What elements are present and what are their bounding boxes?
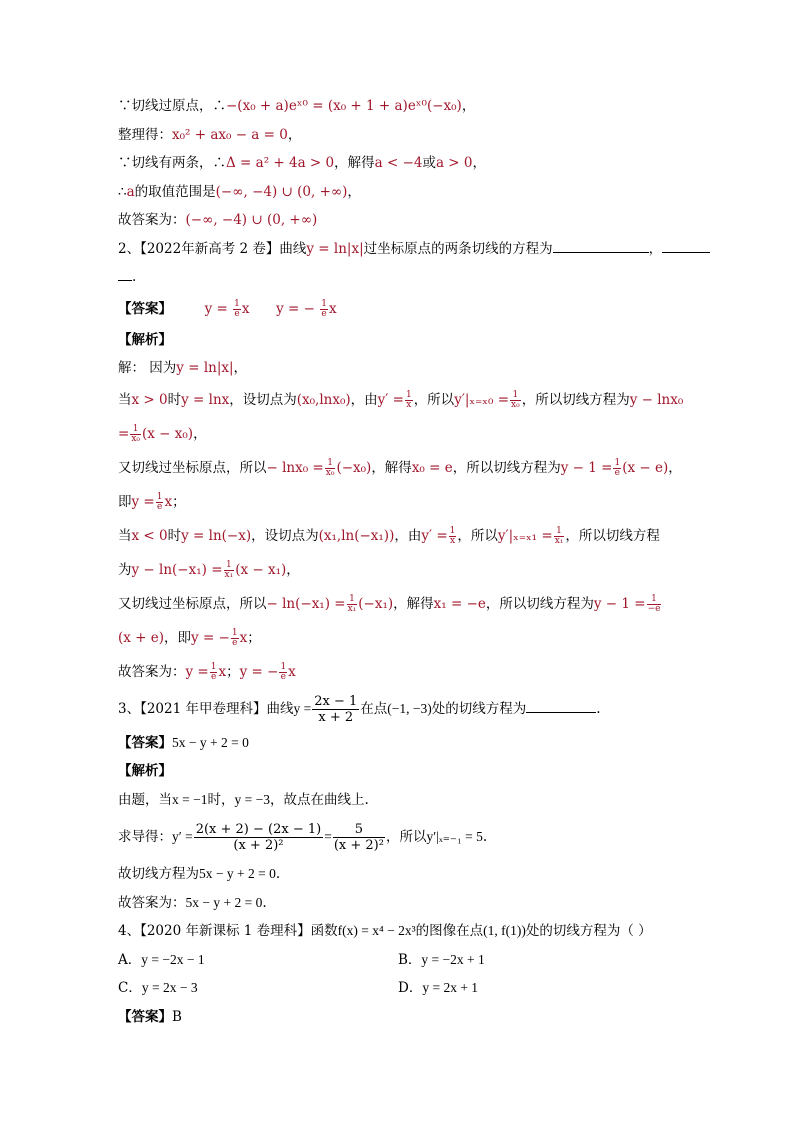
text: 即: [118, 493, 132, 510]
option-text: y = −2x − 1: [141, 951, 205, 967]
math-var: x: [328, 300, 337, 317]
math-function: y = ln|x|: [306, 240, 364, 257]
text: .: [262, 894, 267, 911]
answer-label: 【答案】: [118, 734, 172, 751]
analysis-label: 【解析】: [118, 331, 172, 348]
fraction: $\frac{1}{e}$: [156, 491, 163, 512]
option-label: A．: [118, 951, 142, 968]
fraction: $\frac{1}{\text{x₁}}$: [224, 559, 234, 580]
text: ；: [226, 663, 240, 680]
fraction: $\frac{1}{e}$: [280, 661, 287, 682]
math-var: x: [239, 629, 248, 646]
q3-jiexi: [118, 757, 678, 786]
text: ；: [172, 493, 186, 510]
q2-jiexi: [118, 326, 678, 355]
math-equation: x₀² + ax₀ − a = 0: [172, 126, 288, 143]
math-equals: =: [324, 829, 332, 844]
math-inequality: x < 0: [131, 527, 168, 544]
math-equation: 5x − y + 2 = 0: [185, 894, 263, 910]
math-equation: x₀ = e: [411, 459, 453, 476]
fraction: $\frac{2(x + 2) - (2x - 1)}{\text{(x + 2)²}}$: [195, 822, 322, 853]
text: 时，: [207, 791, 235, 808]
q1-answer-line: [118, 206, 678, 235]
text: ，: [668, 459, 682, 476]
text: .: [275, 866, 281, 882]
text: 求导得：: [118, 829, 172, 845]
math-point: (x₁,ln(−x₁)): [318, 527, 395, 544]
text: ，解得: [393, 595, 434, 612]
fraction: $\frac{1}{x}$: [405, 389, 412, 410]
q4-answer: [118, 1003, 678, 1032]
answer-value: 5x − y + 2 = 0: [172, 734, 249, 750]
math-equation: y =: [204, 300, 228, 317]
text: ，: [461, 98, 476, 114]
text: ，: [286, 561, 300, 578]
fraction: $\frac{1}{e}$: [234, 298, 240, 319]
math-equation: y =: [293, 700, 312, 716]
text: ∴: [118, 183, 127, 200]
math-interval: (−∞, −4) ∪ (0, +∞): [215, 183, 348, 200]
text: ，所以切线方程为: [485, 595, 594, 612]
option-text: y = 2x − 3: [141, 980, 198, 995]
text: ，所以: [385, 829, 427, 845]
text: ，: [233, 360, 248, 376]
math-equation: y = −3: [234, 791, 270, 807]
math-derivative: y′ =: [421, 527, 448, 544]
text: 当: [118, 527, 132, 544]
text: 过坐标原点的两条切线的方程为: [363, 240, 553, 257]
q1-line-2: [118, 121, 678, 150]
text: 解： 因为: [118, 360, 177, 376]
text: 故切线方程为: [118, 866, 199, 882]
fraction: $\frac{1}{\text{x₁}}$: [554, 525, 564, 546]
math-equation: y − 1 =: [560, 459, 613, 476]
fraction: $\frac{1}{e}$: [614, 457, 621, 478]
text: ∵切线过原点，∴: [118, 98, 226, 114]
math-expression: (x − x₀): [142, 425, 194, 442]
math-var: x: [164, 493, 173, 510]
math-derivative: y′|ₓ₌ₓ₁ =: [497, 527, 553, 544]
q2-step-8: [118, 587, 678, 621]
math-expression: − lnx₀ =: [266, 459, 324, 476]
answer-label: 【答案】: [118, 300, 172, 317]
math-function: f(x) = x⁴ − 2x³: [337, 923, 416, 938]
answer-value: B: [172, 1008, 182, 1025]
text: 整理得：: [118, 126, 172, 143]
q3-title: [118, 689, 678, 729]
q3-step-2: [118, 814, 678, 860]
math-equation: y − ln(−x₁) =: [131, 561, 223, 578]
text: ，所以: [457, 527, 498, 544]
text: 又切线过坐标原点，所以: [118, 459, 267, 476]
q2-title-wrap: [118, 263, 678, 292]
math-point: (1, f(1)): [483, 923, 526, 938]
text: ，由: [394, 527, 422, 544]
math-inequality: a > 0: [435, 155, 473, 171]
text: 为: [118, 561, 132, 578]
option-c[interactable]: [118, 974, 398, 1003]
text: ，: [193, 425, 207, 442]
math-var: a: [126, 183, 135, 200]
text: .: [596, 700, 601, 717]
q4-options-row-1: [118, 946, 678, 975]
question-title: 3、【2021 年甲卷理科】曲线: [118, 700, 294, 717]
text: ，: [347, 183, 361, 200]
fraction: $\frac{1}{x}$: [449, 525, 456, 546]
option-text: y = −2x + 1: [421, 951, 485, 967]
text: 由题，当: [118, 791, 172, 808]
q2-step-2: [118, 383, 684, 417]
text: 故答案为：: [118, 894, 186, 911]
math-var: x: [241, 300, 250, 317]
option-a[interactable]: [118, 946, 398, 975]
q3-step-1: [118, 786, 678, 815]
text: 故答案为：: [118, 212, 186, 228]
option-label: D．: [398, 980, 423, 996]
q4-title: [118, 917, 678, 946]
text: ，所以: [413, 391, 455, 408]
text: ，: [287, 126, 302, 143]
text: .: [132, 269, 137, 285]
text: ，由: [350, 391, 378, 408]
text: 时: [167, 527, 182, 544]
math-expression: (−x₁): [358, 595, 394, 612]
text: ，解得: [371, 459, 412, 476]
text: ，: [648, 240, 663, 257]
text: 故答案为：: [118, 663, 186, 680]
fraction: $\frac{1}{\text{x₀}}$: [131, 423, 140, 444]
math-expression: (−x₀): [336, 459, 372, 476]
fraction: $\frac{1}{e}$: [231, 627, 238, 648]
text: ，所以切线方程: [565, 527, 660, 544]
text: ，所以切线方程为: [521, 391, 630, 408]
math-point: (−1, −3): [387, 700, 432, 716]
text: 的取值范围是: [134, 183, 216, 200]
math-equation: y = −: [276, 300, 315, 317]
text: 或: [422, 155, 436, 171]
fraction: $\frac{5}{\text{(x + 2)²}}$: [333, 822, 384, 853]
fraction: $\frac{1}{\text{x₀}}$: [511, 389, 520, 410]
answer-label: 【答案】: [118, 1008, 172, 1025]
fraction: $\frac{1}{-e}$: [647, 593, 661, 614]
q1-line-1: [118, 92, 678, 121]
math-equation: 5x − y + 2 = 0: [199, 866, 276, 881]
q1-line-4: [118, 178, 678, 207]
math-derivative: y′ =: [172, 829, 193, 844]
q3-final-answer: [118, 889, 678, 918]
math-derivative: y′ =: [377, 391, 404, 408]
answer-blank: [553, 238, 649, 253]
math-equation: y =: [185, 663, 209, 680]
text: 在点: [360, 700, 388, 717]
answer-blank: [662, 238, 710, 253]
q2-step-4: [118, 451, 682, 485]
math-interval: (−∞, −4) ∪ (0, +∞): [185, 212, 318, 228]
math-equation: Δ = a² + 4a > 0: [226, 155, 335, 171]
q2-step-7: [118, 553, 678, 587]
q2-step-6: [118, 519, 678, 553]
math-var: x: [288, 663, 296, 680]
math-inequality: x > 0: [131, 391, 168, 408]
text: 的图像在点: [415, 923, 484, 939]
text: ∵切线有两条，∴: [118, 155, 226, 171]
math-function: y = lnx: [181, 391, 230, 408]
fraction: $\frac{1}{\text{x₀}}$: [325, 457, 335, 478]
text: 当: [118, 391, 132, 408]
text: 处的切线方程为（ ）: [525, 923, 652, 939]
math-equation: x = −1: [172, 791, 208, 807]
text: 处的切线方程为: [431, 700, 527, 717]
option-d[interactable]: [398, 974, 678, 1003]
text: ，: [472, 155, 487, 171]
answer-blank: [118, 266, 132, 281]
math-var: x: [218, 663, 227, 680]
fraction: $\frac{2x - 1}{x + 2}$: [314, 693, 358, 725]
analysis-label: 【解析】: [118, 763, 172, 779]
fraction: $\frac{1}{e}$: [210, 661, 217, 682]
option-label: C．: [118, 980, 142, 996]
text: ，所以切线方程为: [452, 459, 561, 476]
math-equation: x₁ = −e: [433, 595, 486, 612]
math-point: (x₀,lnx₀): [296, 391, 351, 408]
math-expression: (x − e): [622, 459, 669, 476]
fraction: $\frac{1}{e}$: [321, 298, 327, 319]
q2-step-9: [118, 621, 678, 655]
q2-step-3: [118, 417, 678, 451]
option-label: B．: [398, 951, 422, 968]
math-expression: − ln(−x₁) =: [266, 595, 346, 612]
math-equation: y =: [131, 493, 155, 510]
text: 时: [167, 391, 182, 408]
q2-step-1: [118, 354, 678, 383]
math-equation: −(x₀ + a)eˣ⁰ = (x₀ + 1 + a)eˣ⁰(−x₀): [226, 98, 462, 114]
fraction: $\frac{1}{\text{x₁}}$: [347, 593, 357, 614]
math-derivative: y′|ₓ₌₋₁ = 5: [426, 829, 483, 844]
question-title: 4、【2020 年新课标 1 卷理科】函数: [118, 923, 338, 939]
math-equation: y = −: [239, 663, 279, 680]
text: ，设切点为: [229, 391, 297, 408]
math-equation: y = −: [191, 629, 230, 646]
answer-blank: [526, 698, 596, 713]
question-title: 2、【2022年新高考 2 卷】曲线: [118, 240, 307, 257]
math-expression: (x + e): [118, 629, 165, 646]
text: ；: [247, 629, 261, 646]
q4-options-row-2: [118, 974, 678, 1003]
q1-line-3: [118, 149, 678, 178]
math-equals: =: [118, 425, 130, 442]
math-function: y = ln(−x): [181, 527, 252, 544]
math-inequality: a < −4: [374, 155, 423, 171]
math-derivative: y′|ₓ₌ₓ₀ =: [454, 391, 510, 408]
math-function: y = ln|x|: [176, 360, 234, 376]
document-content: [118, 92, 684, 1031]
q3-step-3: [118, 860, 678, 889]
text: ，解得: [334, 155, 375, 171]
math-equation: y − 1 =: [593, 595, 646, 612]
q2-final-answer: [118, 655, 678, 689]
q2-title: [118, 235, 678, 264]
option-b[interactable]: [398, 946, 678, 975]
text: 又切线过坐标原点，所以: [118, 595, 267, 612]
text: ，设切点为: [251, 527, 319, 544]
text: ，即: [164, 629, 192, 646]
q2-answer: [118, 292, 678, 326]
math-expression: y − lnx₀: [629, 391, 684, 408]
q2-step-5: [118, 485, 678, 519]
q3-answer: [118, 729, 678, 758]
text: .: [482, 829, 488, 845]
text: ，故点在曲线上.: [269, 791, 369, 808]
option-text: y = 2x + 1: [422, 980, 479, 995]
math-expression: (x − x₁): [235, 561, 287, 578]
